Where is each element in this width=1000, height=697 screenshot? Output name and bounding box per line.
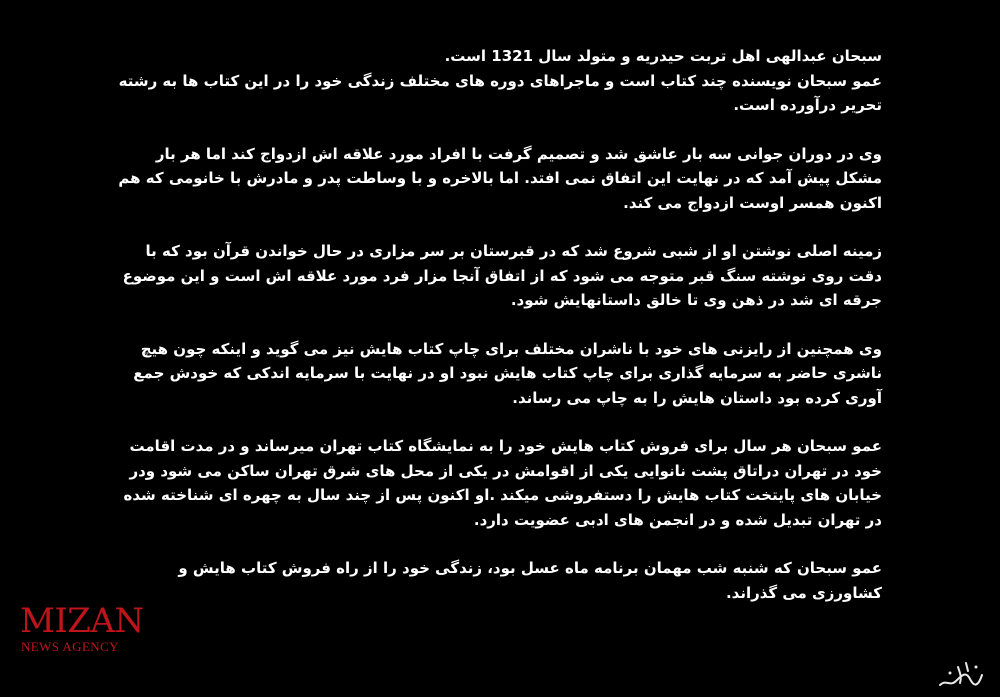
paragraph-writing-origin: زمینه اصلی نوشتن او از شبی شروع شد که در قبرستان بر سر مزاری در حال خواندن قرآن بود که با دقت روی نوشته سنگ قبر متوجه می شود که از اتفاق آنجا مزار فرد مورد علاقه اش است و این موضوع جرقه ای شد در ذهن وی تا خالق داستانهایش شود. [122, 242, 882, 309]
paragraph-book-fair: عمو سبحان هر سال برای فروش کتاب هایش خود را به نمایشگاه کتاب تهران میرساند و در مدت اقامت خود در تهران دراتاق پشت نانوایی یکی از اقوامش در یکی از محل های شرق تهران ساکن می شود ودر خیابان های پایتخت کتاب هایش را دستفروشی میکند .او اکنون پس از چند سال به چهره ای شناخته شده در تهران تبدیل شده و در انجمن های ادبی عضویت دارد. [123, 437, 882, 529]
signature-icon [936, 657, 986, 691]
paragraph-intro: سبحان عبدالهی اهل تربت حیدریه و متولد سال 1321 است. عمو سبحان نویسنده چند کتاب است و ماجراهای دوره های مختلف زندگی خود را در این کتاب ها به رشته تحریر درآورده است. [118, 47, 882, 114]
logo-name: MIZAN [20, 601, 144, 641]
logo-tagline: NEWS AGENCY [21, 639, 119, 654]
paragraph-publishing: وی همچنین از رایزنی های خود با ناشران مختلف برای چاپ کتاب هایش نیز می گوید و اینکه چون هیچ ناشری حاضر به سرمایه گذاری برای چاپ کتاب هایش نبود او در نهایت با سرمایه اندکی که خودش جمع آوری کرده بود داستان هایش را به چاپ می رساند. [133, 339, 882, 407]
article-body [110, 44, 882, 629]
paragraph-marriage: وی در دوران جوانی سه بار عاشق شد و تصمیم گرفت با افراد مورد علاقه اش ازدواج کند اما هر بار مشکل پیش آمد که در نهایت این اتفاق نمی افتد. اما بالاخره و با وساطت پدر و مادرش با خانومی که هم اکنون همسر اوست ازدواج می کند. [118, 144, 882, 212]
paragraph-conclusion: عمو سبحان که شنبه شب مهمان برنامه ماه عسل بود، زندگی خود را از راه فروش کتاب هایش و کشاورزی می گذراند. [178, 559, 882, 602]
mizan-logo [20, 601, 160, 658]
